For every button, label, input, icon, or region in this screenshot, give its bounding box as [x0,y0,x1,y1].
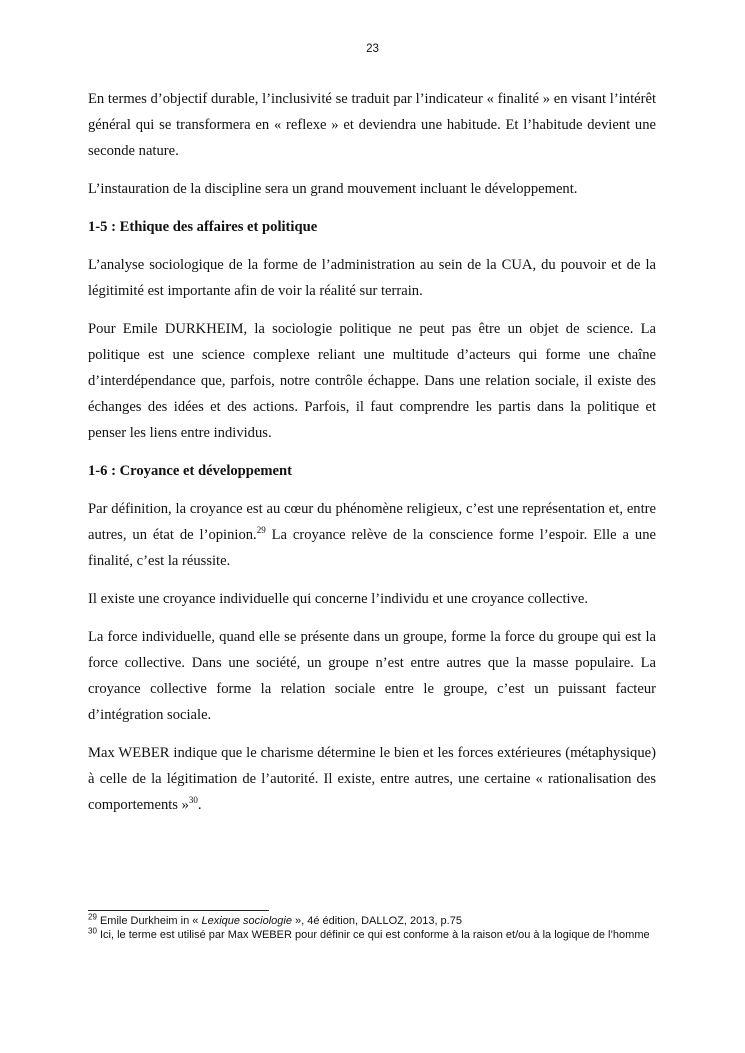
paragraph-text: Max WEBER indique que le charisme détermine le bien et les forces extérieures (métaphysique) à celle de la légitimation de l’autorité. Il existe, entre autres, une certaine « rationalisation des comportements » [88,745,656,813]
section-heading-croyance: 1-6 : Croyance et développement [88,463,292,479]
paragraph-force-individuelle: La force individuelle, quand elle se présente dans un groupe, forme la force du groupe qui est la force collective. Dans une société, un groupe n’est entre autres que la masse populaire. La croyance collective forme la relation sociale entre le groupe, c’est un puissant facteur d’intégration sociale. [88,629,656,723]
paragraph-durkheim: Pour Emile DURKHEIM, la sociologie politique ne peut pas être un objet de science. La politique est une science complexe reliant une multitude d’acteurs qui forme une chaîne d’interdépendance que, parfois, notre contrôle échappe. Dans une relation sociale, il existe des échanges des idées et des actions. Parfois, il faut comprendre les partis dans la politique et penser les liens entre individus. [88,321,656,441]
footnote-text: Emile Durkheim in « [96,915,202,927]
paragraph-definition-croyance [88,496,656,574]
footnote-text: Ici, le terme est utilisé par Max WEBER pour définir ce qui est conforme à la raison et/ou à la logique de l’homme [96,929,650,941]
footnote-ref-29[interactable]: 29 [256,525,266,536]
footnote-29 [88,914,656,928]
footnote-number: 29 [88,912,97,922]
paragraph-weber [88,740,656,818]
footnote-separator [88,910,269,911]
paragraph-croyance-individuelle: Il existe une croyance individuelle qui concerne l’individu et une croyance collective. [88,591,589,607]
footnote-book-title: Lexique sociologie [201,915,292,927]
paragraph-text: La croyance relève de la conscience forme l’espoir. Elle a une finalité, c’est la réussite. [88,527,656,569]
footnotes [88,910,656,942]
footnote-text: », 4é édition, DALLOZ, 2013, p.75 [291,915,462,927]
paragraph-text: . [197,797,202,813]
body-text [88,86,656,830]
paragraph-inclusivite: En termes d’objectif durable, l’inclusivité se traduit par l’indicateur « finalité » en visant l’intérêt général qui se transformera en « reflexe » et deviendra une habitude. Et l’habitude devient une seconde nature. [88,91,656,159]
footnote-ref-30[interactable]: 30 [188,795,198,806]
footnote-number: 30 [88,926,97,936]
paragraph-instauration: L’instauration de la discipline sera un grand mouvement incluant le développement. [88,181,578,197]
footnote-30 [88,928,656,942]
paragraph-analyse-sociologique: L’analyse sociologique de la forme de l’administration au sein de la CUA, du pouvoir et de la légitimité est importante afin de voir la réalité sur terrain. [88,257,656,299]
page-number: 23 [366,43,379,55]
paragraph-text: Par définition, la croyance est au cœur du phénomène religieux, c’est une représentation et, entre autres, un état de l’opinion. [88,501,656,543]
section-heading-ethique: 1-5 : Ethique des affaires et politique [88,219,318,235]
